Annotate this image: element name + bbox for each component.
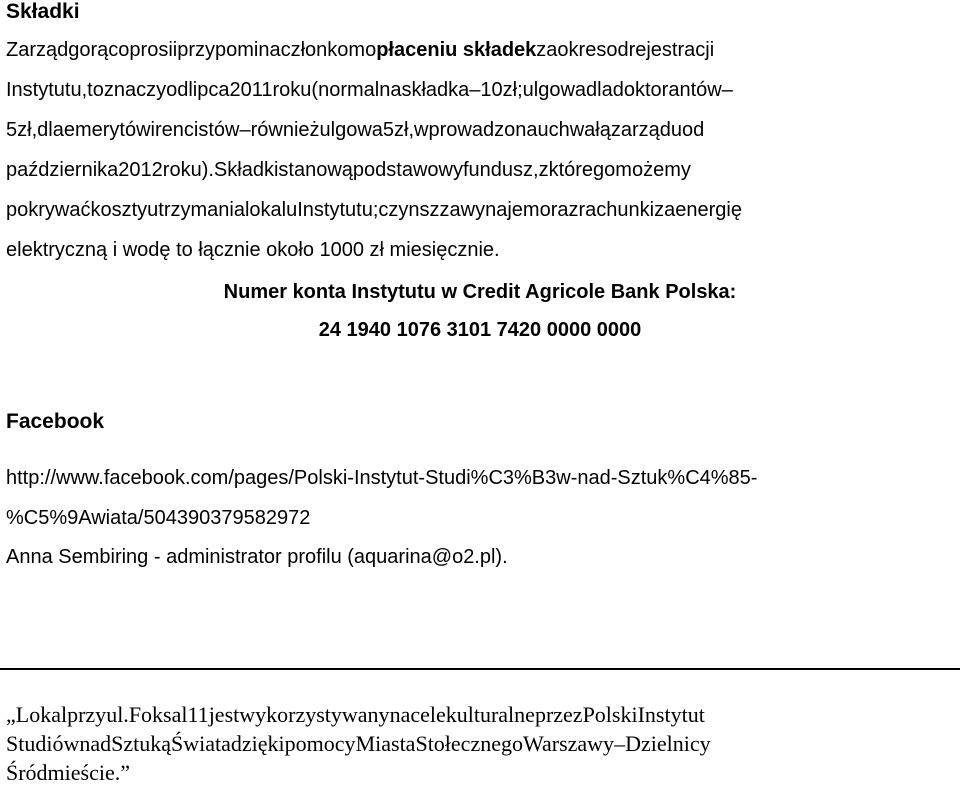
word: 11 <box>187 702 209 727</box>
paragraph-line-1 <box>6 30 956 70</box>
word: wprowadzona <box>414 119 538 141</box>
word: 5 <box>382 119 395 141</box>
word: nad <box>79 731 112 756</box>
word: z <box>538 159 549 181</box>
word: Warszawy <box>522 731 615 756</box>
divider <box>0 668 960 670</box>
word: Instytutu, <box>6 79 88 101</box>
word: podstawowy <box>352 159 463 181</box>
word: – <box>469 79 481 101</box>
word: emerytów <box>63 119 151 141</box>
word: czynsz <box>378 199 440 221</box>
word: członkom <box>280 39 366 61</box>
bank-label: Numer konta Instytutu w Credit Agricole Bank Polska: <box>223 281 737 303</box>
paragraph-line-6: elektryczną i wodę to łącznie około 1000 zł miesięcznie. <box>6 239 500 261</box>
word: Sztuką <box>111 731 172 756</box>
word: lokalu <box>244 199 298 221</box>
word: oraz <box>539 199 579 221</box>
paragraph-line-2 <box>6 70 956 110</box>
footer-note <box>6 700 954 787</box>
word: – <box>614 731 626 756</box>
word: ulgowa <box>319 119 383 141</box>
word: kulturalne <box>445 702 535 727</box>
word: przy <box>67 702 107 727</box>
word: – <box>239 119 251 141</box>
word: dla <box>586 79 613 101</box>
word: 2011 <box>229 79 273 101</box>
word: pokrywać <box>6 199 91 221</box>
word: od <box>682 119 705 141</box>
admin-info: Anna Sembiring - administrator profilu (aquarina@o2.pl). <box>6 546 508 568</box>
word: zł; <box>502 79 523 101</box>
word: znaczy <box>103 79 167 101</box>
word: października <box>6 159 119 181</box>
word: rachunki <box>578 199 655 221</box>
word: jest <box>208 702 240 727</box>
word: rejestracji <box>628 39 715 61</box>
word: roku). <box>162 159 214 181</box>
word: cele <box>410 702 446 727</box>
word: za <box>439 199 461 221</box>
word: roku <box>272 79 312 101</box>
word: zarządu <box>610 119 682 141</box>
footer-line-3: Śródmieście.” <box>6 760 131 785</box>
word: wynajem <box>460 199 540 221</box>
word: przez <box>534 702 583 727</box>
word: od <box>606 39 629 61</box>
word: i <box>150 119 155 141</box>
word: 2012 <box>118 159 163 181</box>
word: energię <box>675 199 742 221</box>
footer-line-2 <box>6 729 954 758</box>
paragraph-line-4 <box>6 150 956 190</box>
word: okres <box>557 39 607 61</box>
section-title-skladki: Składki <box>6 0 80 23</box>
word: Świata <box>171 731 231 756</box>
bank-account-number: 24 1940 1076 3101 7420 0000 0000 <box>318 319 642 341</box>
word: pomocy <box>284 731 356 756</box>
word: Foksal <box>128 702 188 727</box>
word: ulgowa <box>522 79 587 101</box>
word: Instytutu; <box>297 199 379 221</box>
word: również <box>250 119 320 141</box>
section-title-facebook: Facebook <box>6 410 105 433</box>
word: Studiów <box>6 731 80 756</box>
word: Instytut <box>637 702 705 727</box>
word: fundusz, <box>462 159 539 181</box>
word: „Lokal <box>6 702 68 727</box>
word: na <box>389 702 411 727</box>
word: i <box>172 39 178 61</box>
word: dzięki <box>230 731 285 756</box>
word: koszty <box>90 199 148 221</box>
word: którego <box>548 159 616 181</box>
word: (normalna <box>311 79 402 101</box>
word: gorąco <box>68 39 130 61</box>
facebook-url-line-1[interactable]: http://www.facebook.com/pages/Polski-Instytut-Studi%C3%B3w-nad-Sztuk%C4%85- <box>6 467 758 489</box>
word: utrzymania <box>147 199 245 221</box>
footer-line-1 <box>6 700 954 729</box>
word: Zarząd <box>6 39 69 61</box>
word: płaceniu składek <box>376 39 537 61</box>
word: składka <box>401 79 470 101</box>
word: przypomina <box>177 39 281 61</box>
word: możemy <box>615 159 691 181</box>
paragraph-line-5 <box>6 190 956 230</box>
word: wykorzystywany <box>239 702 390 727</box>
word: Składki <box>213 159 279 181</box>
paragraph-line-3 <box>6 110 956 150</box>
word: doktorantów <box>612 79 722 101</box>
word: lipca <box>188 79 230 101</box>
word: to <box>87 79 104 101</box>
word: zł, <box>17 119 38 141</box>
word: rencistów <box>154 119 240 141</box>
word: uchwałą <box>537 119 611 141</box>
word: Dzielnicy <box>625 731 711 756</box>
word: stanową <box>278 159 353 181</box>
dues-paragraph <box>6 30 956 270</box>
word: ul. <box>106 702 129 727</box>
word: – <box>721 79 733 101</box>
word: 5 <box>6 119 18 141</box>
word: Miasta <box>355 731 416 756</box>
word: zł, <box>394 119 415 141</box>
word: dla <box>37 119 64 141</box>
word: Stołecznego <box>415 731 523 756</box>
word: o <box>365 39 377 61</box>
word: za <box>654 199 676 221</box>
word: za <box>536 39 558 61</box>
word: prosi <box>129 39 173 61</box>
facebook-url-line-2[interactable]: %C5%9Awiata/504390379582972 <box>6 507 311 529</box>
word: 10 <box>480 79 503 101</box>
word: Polski <box>582 702 638 727</box>
word: od <box>166 79 189 101</box>
